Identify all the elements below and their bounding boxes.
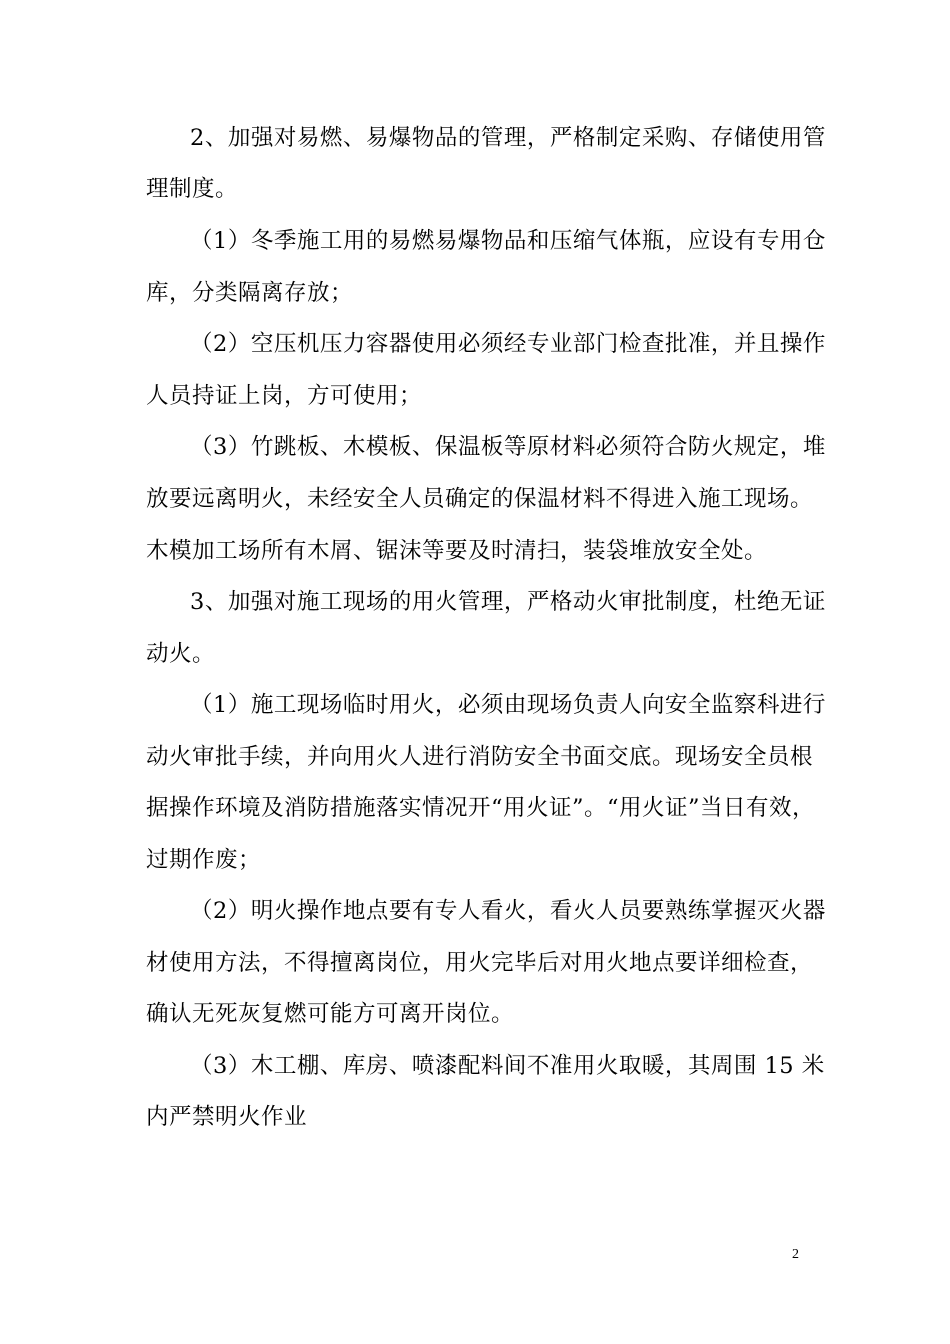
paragraph-line: 材使用方法，不得擅离岗位，用火完毕后对用火地点要详细检查， <box>146 950 814 976</box>
paragraph-line: （3）竹跳板、木模板、保温板等原材料必须符合防火规定，堆 <box>190 434 826 460</box>
page-number: 2 <box>792 1247 799 1262</box>
paragraph-line: 库，分类隔离存放； <box>146 280 354 306</box>
paragraph-line: （2）明火操作地点要有专人看火，看火人员要熟练掌握灭火器 <box>190 898 826 924</box>
paragraph-line: （3）木工棚、库房、喷漆配料间不准用火取暖，其周围 15 米 <box>190 1053 825 1079</box>
paragraph-line: 内严禁明火作业 <box>146 1104 308 1130</box>
paragraph-line: 动火审批手续，并向用火人进行消防安全书面交底。现场安全员根 <box>146 744 814 770</box>
paragraph-line: 据操作环境及消防措施落实情况开“用火证”。“用火证”当日有效， <box>146 795 816 821</box>
paragraph-line: （1）施工现场临时用火，必须由现场负责人向安全监察科进行 <box>190 692 826 718</box>
paragraph-line: （2）空压机压力容器使用必须经专业部门检查批准，并且操作 <box>190 331 826 357</box>
paragraph-line: 3、加强对施工现场的用火管理，严格动火审批制度，杜绝无证 <box>190 589 826 615</box>
paragraph-line: 放要远离明火，未经安全人员确定的保温材料不得进入施工现场。 <box>146 486 814 512</box>
paragraph-line: 2、加强对易燃、易爆物品的管理，严格制定采购、存储使用管 <box>190 125 826 151</box>
paragraph-line: 过期作废； <box>146 847 262 873</box>
paragraph-line: 动火。 <box>146 641 216 667</box>
paragraph-line: （1）冬季施工用的易燃易爆物品和压缩气体瓶，应设有专用仓 <box>190 228 826 254</box>
paragraph-line: 人员持证上岗，方可使用； <box>146 383 423 409</box>
paragraph-line: 木模加工场所有木屑、锯沫等要及时清扫，装袋堆放安全处。 <box>146 538 768 564</box>
paragraph-line: 理制度。 <box>146 176 239 202</box>
paragraph-line: 确认无死灰复燃可能方可离开岗位。 <box>146 1001 515 1027</box>
